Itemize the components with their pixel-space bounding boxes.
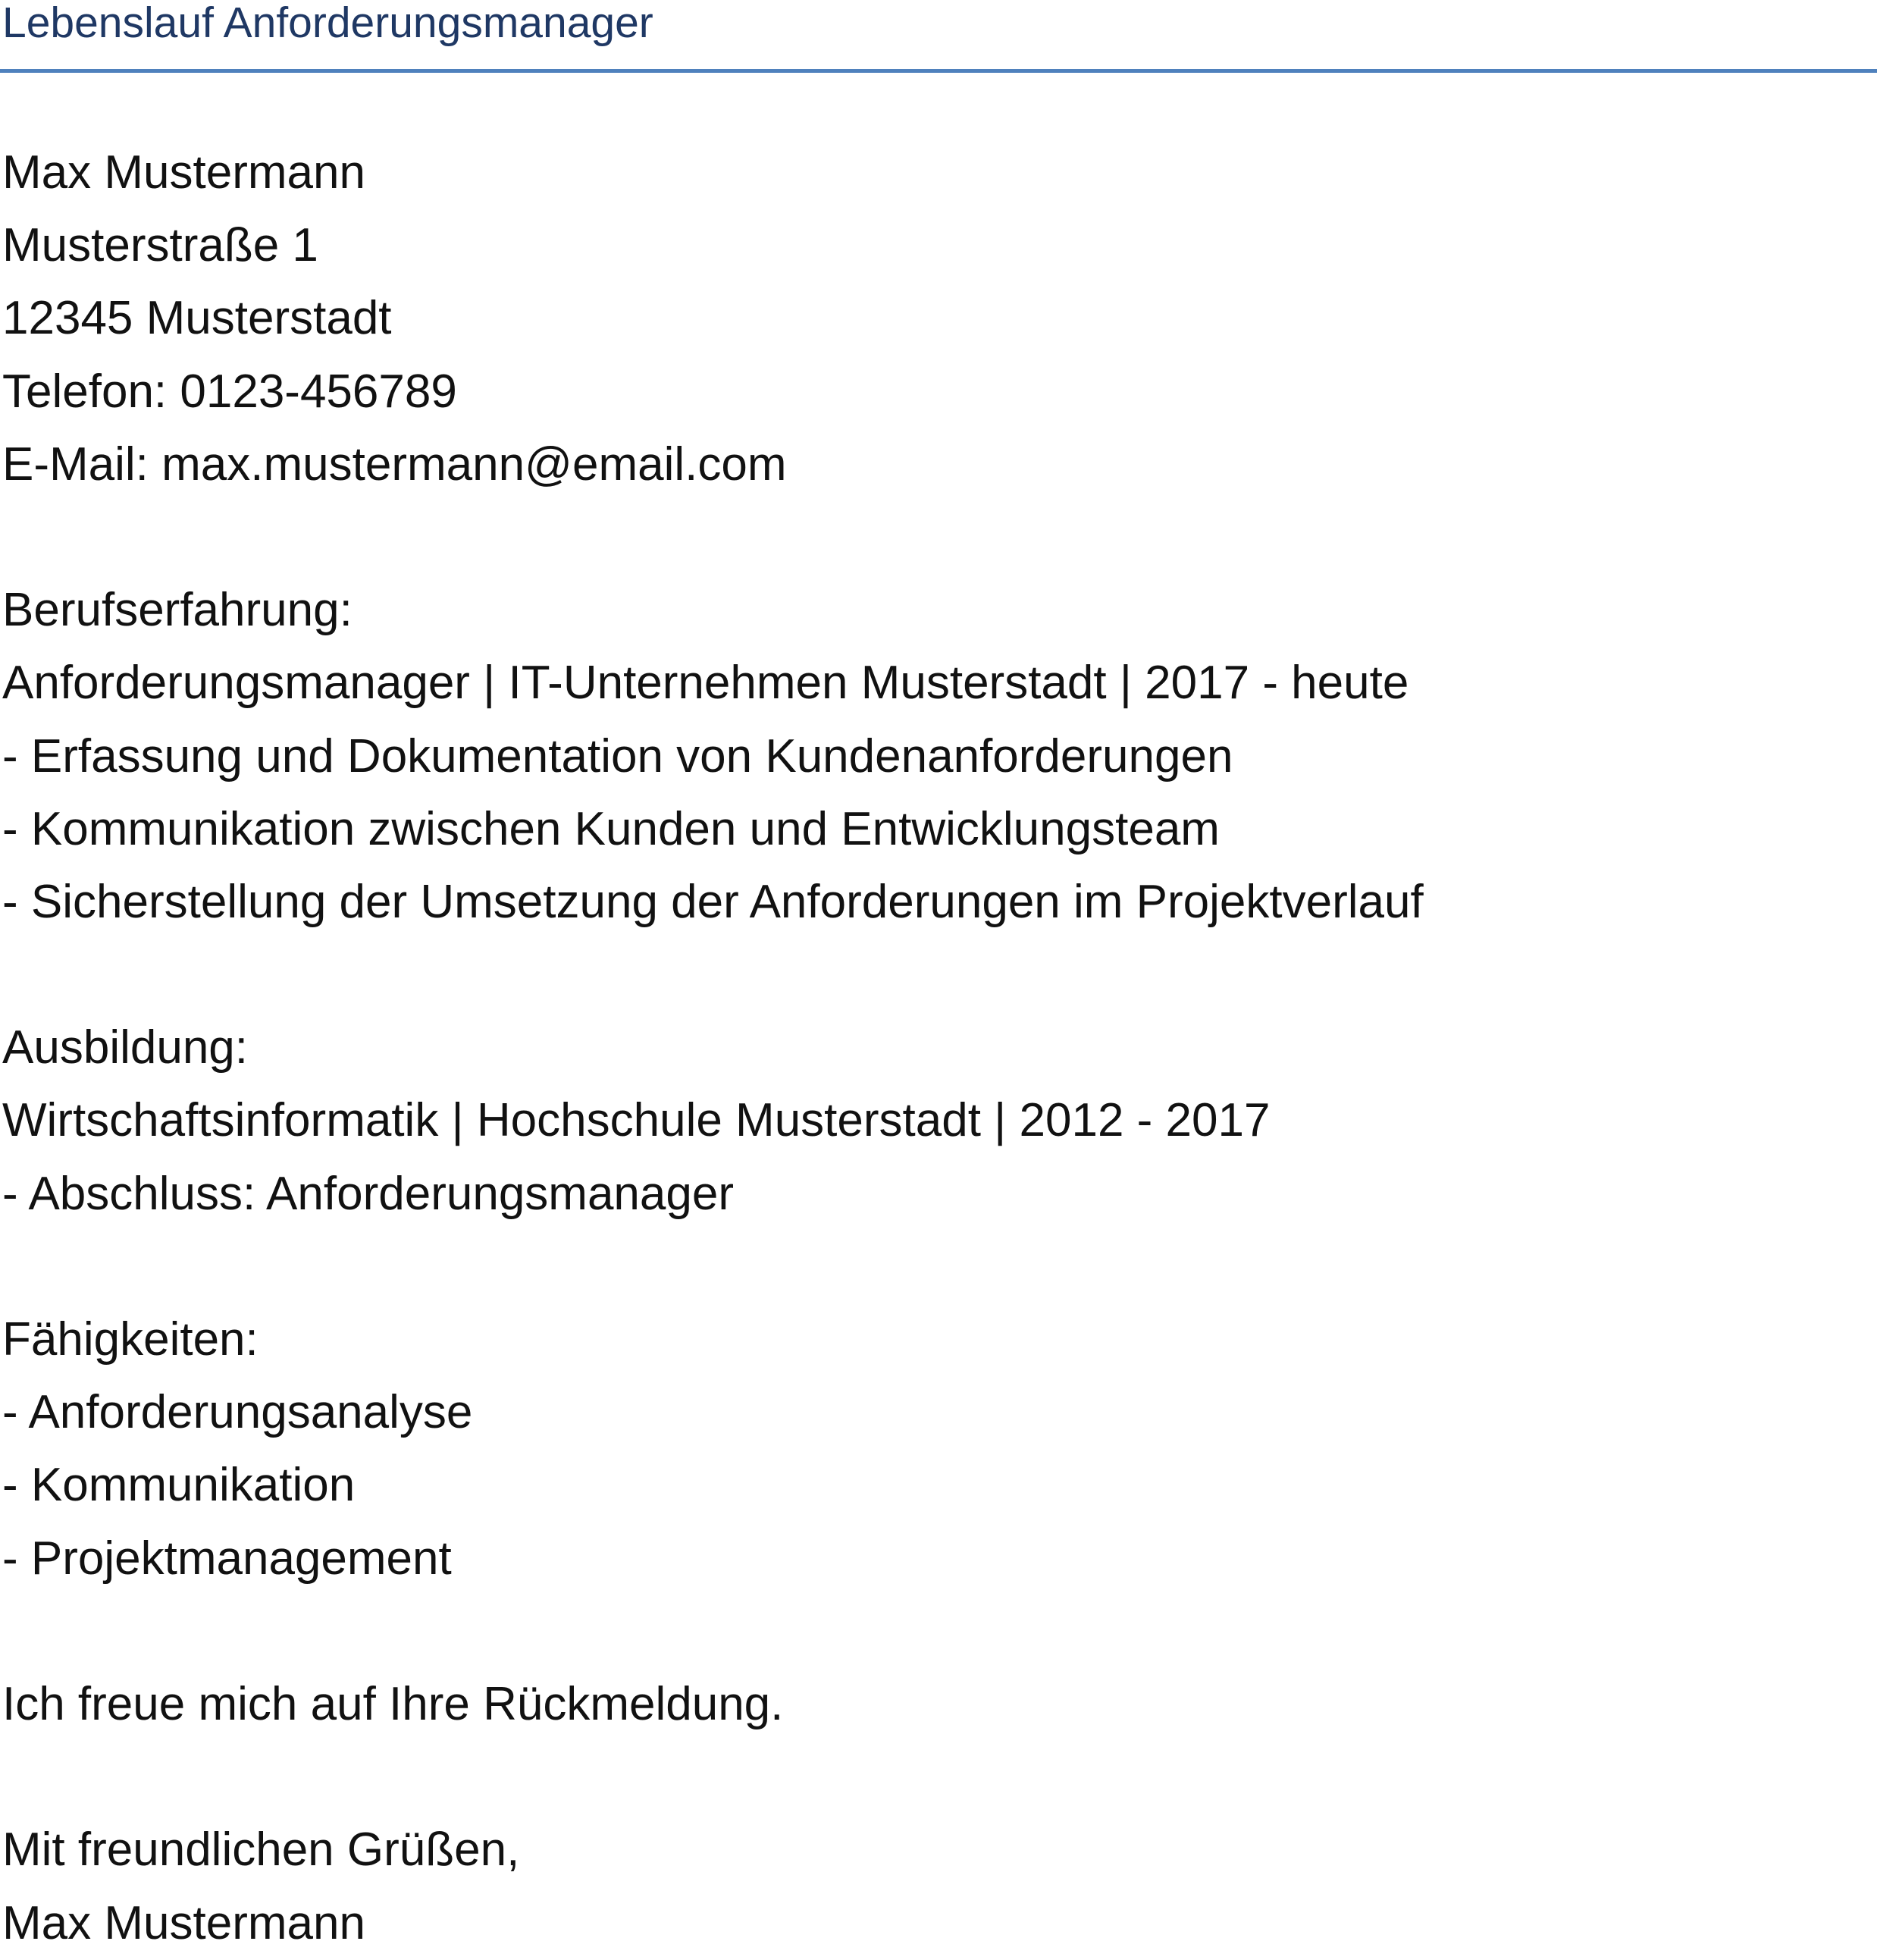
education-item: - Abschluss: Anforderungsmanager bbox=[2, 1167, 734, 1220]
experience-position: Anforderungsmanager | IT-Unternehmen Musterstadt | 2017 - heute bbox=[2, 657, 1409, 710]
spacer bbox=[2, 1741, 1867, 1814]
contact-phone: Telefon: 0123-456789 bbox=[2, 365, 457, 418]
experience-section bbox=[2, 574, 1867, 939]
skills-item: - Anforderungsanalyse bbox=[2, 1386, 473, 1439]
education-heading: Ausbildung: bbox=[2, 1021, 249, 1074]
salutation: Mit freundlichen Grüßen, bbox=[2, 1824, 520, 1877]
closing-sentence: Ich freue mich auf Ihre Rückmeldung. bbox=[2, 1677, 784, 1730]
spacer bbox=[2, 1595, 1867, 1668]
experience-item: - Sicherstellung der Umsetzung der Anforderungen im Projektverlauf bbox=[2, 875, 1424, 928]
experience-item: - Kommunikation zwischen Kunden und Entwicklungsteam bbox=[2, 802, 1220, 855]
spacer bbox=[2, 1231, 1867, 1303]
contact-email: E-Mail: max.mustermann@email.com bbox=[2, 437, 787, 491]
skills-item: - Projektmanagement bbox=[2, 1532, 452, 1585]
contact-city: 12345 Musterstadt bbox=[2, 292, 392, 345]
document-title: Lebenslauf Anforderungsmanager bbox=[2, 0, 653, 47]
title-underline bbox=[0, 69, 1877, 73]
spacer bbox=[2, 939, 1867, 1011]
contact-block bbox=[2, 136, 1867, 501]
experience-item: - Erfassung und Dokumentation von Kundenanforderungen bbox=[2, 729, 1233, 782]
contact-street: Musterstraße 1 bbox=[2, 219, 318, 272]
education-section bbox=[2, 1011, 1867, 1231]
skills-item: - Kommunikation bbox=[2, 1459, 356, 1512]
education-entry: Wirtschaftsinformatik | Hochschule Musterstadt | 2012 - 2017 bbox=[2, 1094, 1271, 1147]
skills-section bbox=[2, 1303, 1867, 1595]
contact-name: Max Mustermann bbox=[2, 146, 365, 199]
signature-name: Max Mustermann bbox=[2, 1896, 365, 1949]
document-body bbox=[2, 136, 1867, 1960]
skills-heading: Fähigkeiten: bbox=[2, 1313, 259, 1366]
spacer bbox=[2, 501, 1867, 574]
experience-heading: Berufserfahrung: bbox=[2, 584, 353, 637]
